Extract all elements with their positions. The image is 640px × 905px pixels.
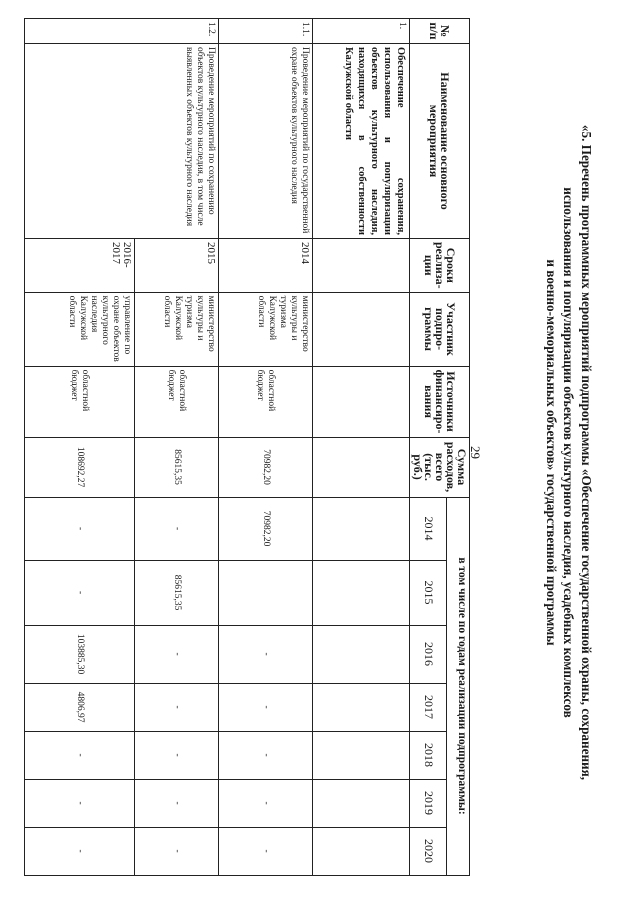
row-1-2b-2015: - bbox=[25, 560, 135, 625]
row-1-1-2014: 70982,20 bbox=[219, 497, 313, 560]
header-by-years: в том числе по годам реализации подпрограммы: bbox=[447, 497, 470, 875]
header-num: № п/п bbox=[410, 19, 470, 44]
row-1-2a-2019: - bbox=[135, 779, 219, 827]
row-1-1-total: 70982,20 bbox=[219, 437, 313, 497]
row-1-2a-total: 85615,35 bbox=[135, 437, 219, 497]
measures-table bbox=[24, 18, 470, 876]
header-year-2014: 2014 bbox=[410, 497, 447, 560]
title-line-2: использования и популяризации объектов культурного наследия, усадебных комплексов bbox=[561, 187, 577, 718]
row-1-2a-participant: министерство культуры и туризма Калужской области bbox=[135, 292, 219, 366]
row-1-1-term: 2014 bbox=[219, 239, 313, 293]
header-year-2018: 2018 bbox=[410, 731, 447, 779]
row-1-2-num: 1.2. bbox=[25, 19, 219, 44]
row-1-2b-2019: - bbox=[25, 779, 135, 827]
header-year-2016: 2016 bbox=[410, 625, 447, 683]
row-1-2b-participant: управление по охране объектов культурного наследия Калужской области bbox=[25, 292, 135, 366]
row-1-1-2019: - bbox=[219, 779, 313, 827]
row-1-1-2016: - bbox=[219, 625, 313, 683]
row-1-2b-total: 108692,27 bbox=[25, 437, 135, 497]
header-year-2019: 2019 bbox=[410, 779, 447, 827]
row-1-2a-2016: - bbox=[135, 625, 219, 683]
row-1-2a-2015: 85615,35 bbox=[135, 560, 219, 625]
row-1-1-num: 1.1. bbox=[219, 19, 313, 44]
row-1-1-2018: - bbox=[219, 731, 313, 779]
header-term: Сроки реализа-ции bbox=[410, 239, 470, 293]
row-1-2a-2017: - bbox=[135, 683, 219, 731]
row-1-1-participant: министерство культуры и туризма Калужской области bbox=[219, 292, 313, 366]
title-line-3: и военно-мемориальных объектов» государственной программы bbox=[544, 259, 559, 646]
page-number: 29 bbox=[468, 446, 483, 459]
header-year-2017: 2017 bbox=[410, 683, 447, 731]
table-row bbox=[219, 19, 313, 876]
row-1-2b-2016: 103885,30 bbox=[25, 625, 135, 683]
title-line-1: «5. Перечень программных мероприятий подпрограммы «Обеспечение государственной охраны, сохранения, bbox=[579, 124, 594, 781]
document-title bbox=[543, 0, 596, 905]
header-total: Сумма расходов, всего (тыс. руб.) bbox=[410, 437, 470, 497]
row-1-2b-2020: - bbox=[25, 827, 135, 875]
row-1-2b-2014: - bbox=[25, 497, 135, 560]
row-1-2a-source: областной бюджет bbox=[135, 366, 219, 437]
header-year-2015: 2015 bbox=[410, 560, 447, 625]
row-1-2b-2018: - bbox=[25, 731, 135, 779]
table-row bbox=[313, 19, 410, 876]
row-1-2b-term: 2016-2017 bbox=[25, 239, 135, 293]
row-1-1-source: областной бюджет bbox=[219, 366, 313, 437]
row-1-1-2015 bbox=[219, 560, 313, 625]
row-1-2a-2014: - bbox=[135, 497, 219, 560]
table-row bbox=[135, 19, 219, 876]
header-name: Наименование основного мероприятия bbox=[410, 44, 470, 239]
row-1-num: 1. bbox=[313, 19, 410, 44]
row-1-2a-2018: - bbox=[135, 731, 219, 779]
row-1-2b-source: областной бюджет bbox=[25, 366, 135, 437]
row-1-2b-2017: 4806,97 bbox=[25, 683, 135, 731]
row-1-1-2017: - bbox=[219, 683, 313, 731]
row-1-1-2020: - bbox=[219, 827, 313, 875]
header-source: Источники финансиро-вания bbox=[410, 366, 470, 437]
row-1-1-name: Проведение мероприятий по государственной охране объектов культурного наследия bbox=[219, 44, 313, 239]
row-1-2a-2020: - bbox=[135, 827, 219, 875]
row-1-2a-term: 2015 bbox=[135, 239, 219, 293]
header-year-2020: 2020 bbox=[410, 827, 447, 875]
header-participant: Участник подпро-граммы bbox=[410, 292, 470, 366]
row-1-2-name: Проведение мероприятий по сохранению объектов культурного наследия, в том числе выявленных объектов культурного наследия bbox=[25, 44, 219, 239]
row-1-name: Обеспечение сохранения, использования и популяризации объектов культурного наследия, находящихся в собственности Калужской области bbox=[313, 44, 410, 239]
